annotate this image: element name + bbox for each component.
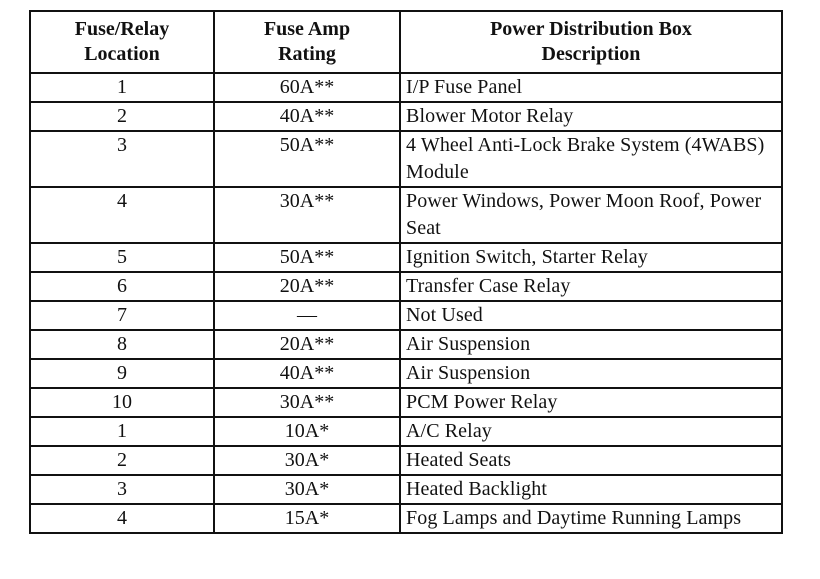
cell-description: I/P Fuse Panel xyxy=(400,73,782,102)
cell-amp-rating: 30A* xyxy=(214,446,400,475)
cell-description: Power Windows, Power Moon Roof, Power Seat xyxy=(400,187,782,243)
header-row xyxy=(30,11,782,73)
cell-amp-rating: 50A** xyxy=(214,131,400,187)
cell-amp-rating: 50A** xyxy=(214,243,400,272)
table-row xyxy=(30,388,782,417)
cell-amp-rating: 10A* xyxy=(214,417,400,446)
header-amp-line1: Fuse Amp xyxy=(263,18,351,40)
cell-location: 5 xyxy=(30,243,214,272)
cell-amp-rating: 30A** xyxy=(214,388,400,417)
cell-location: 4 xyxy=(30,187,214,243)
table-row xyxy=(30,504,782,533)
header-desc-line1: Power Distribution Box xyxy=(490,18,692,40)
cell-location: 9 xyxy=(30,359,214,388)
fuse-relay-table xyxy=(29,10,783,534)
cell-description: PCM Power Relay xyxy=(400,388,782,417)
table-row xyxy=(30,73,782,102)
cell-location: 3 xyxy=(30,475,214,504)
table-row xyxy=(30,301,782,330)
cell-location: 1 xyxy=(30,73,214,102)
table-row xyxy=(30,272,782,301)
cell-description: Heated Seats xyxy=(400,446,782,475)
cell-amp-rating: — xyxy=(214,301,400,330)
table-row xyxy=(30,131,782,187)
table-row xyxy=(30,330,782,359)
cell-amp-rating: 15A* xyxy=(214,504,400,533)
header-location-line1: Fuse/Relay xyxy=(74,18,170,40)
table-row xyxy=(30,475,782,504)
cell-amp-rating: 20A** xyxy=(214,330,400,359)
cell-description: A/C Relay xyxy=(400,417,782,446)
cell-location: 4 xyxy=(30,504,214,533)
cell-location: 3 xyxy=(30,131,214,187)
cell-description: Fog Lamps and Daytime Running Lamps xyxy=(400,504,782,533)
cell-amp-rating: 60A** xyxy=(214,73,400,102)
table-header xyxy=(30,11,782,73)
table-row xyxy=(30,417,782,446)
cell-location: 2 xyxy=(30,102,214,131)
cell-amp-rating: 40A** xyxy=(214,102,400,131)
cell-location: 1 xyxy=(30,417,214,446)
cell-amp-rating: 40A** xyxy=(214,359,400,388)
cell-location: 7 xyxy=(30,301,214,330)
cell-description: Blower Motor Relay xyxy=(400,102,782,131)
cell-location: 2 xyxy=(30,446,214,475)
table-row xyxy=(30,359,782,388)
table-row xyxy=(30,446,782,475)
header-amp-line2: Rating xyxy=(278,43,336,65)
table-body xyxy=(30,73,782,533)
cell-amp-rating: 30A** xyxy=(214,187,400,243)
cell-description: Transfer Case Relay xyxy=(400,272,782,301)
header-location-line2: Location xyxy=(84,43,160,65)
header-desc-line2: Description xyxy=(541,43,641,65)
cell-location: 8 xyxy=(30,330,214,359)
header-amp-rating xyxy=(214,11,400,73)
cell-amp-rating: 30A* xyxy=(214,475,400,504)
cell-description: Air Suspension xyxy=(400,330,782,359)
cell-description: Heated Backlight xyxy=(400,475,782,504)
table-row xyxy=(30,243,782,272)
header-location xyxy=(30,11,214,73)
cell-description: Not Used xyxy=(400,301,782,330)
cell-description: 4 Wheel Anti-Lock Brake System (4WABS) Module xyxy=(400,131,782,187)
cell-description: Air Suspension xyxy=(400,359,782,388)
cell-location: 6 xyxy=(30,272,214,301)
cell-amp-rating: 20A** xyxy=(214,272,400,301)
table-row xyxy=(30,102,782,131)
header-description xyxy=(400,11,782,73)
cell-description: Ignition Switch, Starter Relay xyxy=(400,243,782,272)
table-row xyxy=(30,187,782,243)
cell-location: 10 xyxy=(30,388,214,417)
